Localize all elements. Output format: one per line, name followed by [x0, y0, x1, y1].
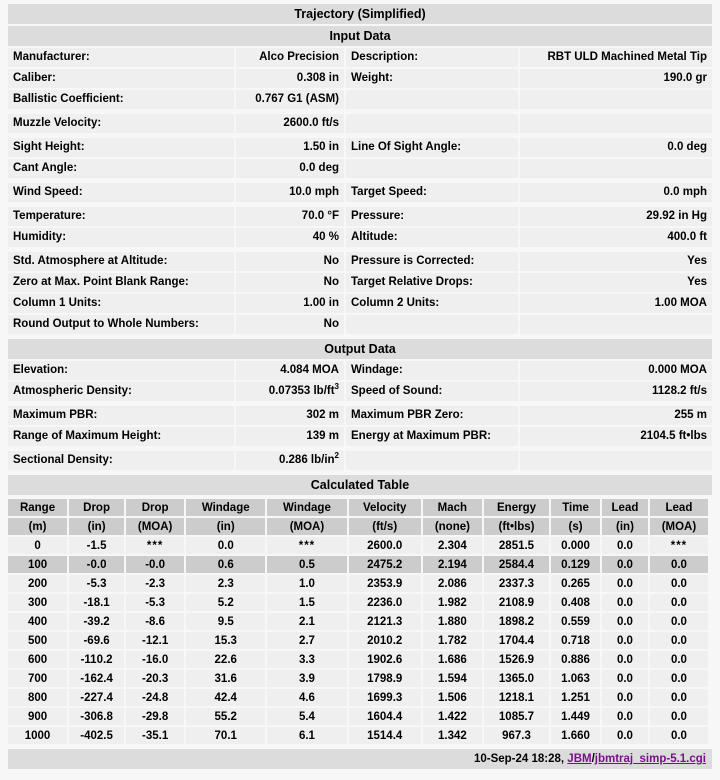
table-cell: 1.342 [423, 727, 482, 744]
table-cell: 0.0 [650, 708, 708, 725]
info-value: 0.286 $lb/in^2$ [236, 451, 344, 470]
column-header: Velocity [349, 499, 421, 516]
table-cell: 1.782 [423, 632, 482, 649]
info-row [8, 114, 712, 133]
table-cell: -306.8 [69, 708, 124, 725]
info-label: Std. Atmosphere at Altitude: [8, 252, 234, 271]
column-header: Energy [484, 499, 549, 516]
info-value: 0.308 in [236, 69, 344, 88]
table-cell: 4.6 [267, 689, 346, 706]
table-cell: 0.559 [551, 613, 600, 630]
table-cell: 0.0 [602, 651, 648, 668]
table-row [8, 537, 708, 554]
table-cell: 1526.9 [484, 651, 549, 668]
info-label-secondary: Description: [346, 48, 518, 67]
info-label: Zero at Max. Point Blank Range: [8, 273, 234, 292]
table-cell: 0.0 [602, 632, 648, 649]
info-row [8, 273, 712, 292]
info-label: Manufacturer: [8, 48, 234, 67]
table-cell: 0.0 [602, 556, 648, 573]
info-row [8, 207, 712, 226]
table-cell: 1.251 [551, 689, 600, 706]
info-label-secondary [346, 315, 518, 334]
info-label: Column 1 Units: [8, 294, 234, 313]
info-value-secondary: 29.92 in Hg [520, 207, 712, 226]
info-label: Round Output to Whole Numbers: [8, 315, 234, 334]
column-header: Drop [69, 499, 124, 516]
table-cell: 2.3 [186, 575, 265, 592]
table-cell: -12.1 [126, 632, 184, 649]
table-cell: 2010.2 [349, 632, 421, 649]
table-cell: -8.6 [126, 613, 184, 630]
info-value: 70.0 °F [236, 207, 344, 226]
table-cell: 1.594 [423, 670, 482, 687]
info-value-secondary [520, 451, 712, 470]
footer-timestamp: 10-Sep-24 18:28, [473, 753, 565, 765]
column-header: Windage [267, 499, 346, 516]
info-value-secondary: 0.000 MOA [520, 361, 712, 380]
column-header: (ft/s) [349, 518, 421, 535]
info-value: 139 m [236, 427, 344, 446]
table-cell: 0.265 [551, 575, 600, 592]
table-cell: 0.129 [551, 556, 600, 573]
table-cell: 0.0 [650, 727, 708, 744]
info-label-secondary: Column 2 Units: [346, 294, 518, 313]
table-cell: 0.0 [650, 689, 708, 706]
table-cell: 2600.0 [349, 537, 421, 554]
column-header: Range [8, 499, 67, 516]
info-value: 4.084 MOA [236, 361, 344, 380]
table-cell: 2584.4 [484, 556, 549, 573]
table-cell: -24.8 [126, 689, 184, 706]
info-label-secondary: Pressure is Corrected: [346, 252, 518, 271]
info-label-secondary [346, 90, 518, 109]
table-cell: 1085.7 [484, 708, 549, 725]
info-label-secondary [346, 159, 518, 178]
table-cell: 1.422 [423, 708, 482, 725]
footer [8, 749, 712, 769]
info-value-secondary [520, 114, 712, 133]
table-cell: 1.063 [551, 670, 600, 687]
column-header: (in) [186, 518, 265, 535]
info-label: Sectional Density: [8, 451, 234, 470]
table-cell: 2108.9 [484, 594, 549, 611]
info-label-secondary: Altitude: [346, 228, 518, 247]
table-cell: 5.2 [186, 594, 265, 611]
column-header: (none) [423, 518, 482, 535]
table-row [8, 708, 708, 725]
table-cell: 1514.4 [349, 727, 421, 744]
table-cell: 1.0 [267, 575, 346, 592]
table-cell: 0.5 [267, 556, 346, 573]
info-value-secondary [520, 315, 712, 334]
table-cell: 2.304 [423, 537, 482, 554]
table-cell: -0.0 [69, 556, 124, 573]
table-cell: 0.0 [602, 689, 648, 706]
table-cell: 0.408 [551, 594, 600, 611]
table-cell: 0.0 [650, 594, 708, 611]
table-cell: 2236.0 [349, 594, 421, 611]
info-label-secondary: Line Of Sight Angle: [346, 138, 518, 157]
info-label-secondary: Energy at Maximum PBR: [346, 427, 518, 446]
table-cell: 0.0 [602, 613, 648, 630]
table-cell: 1699.3 [349, 689, 421, 706]
info-value: No [236, 315, 344, 334]
info-value: 0.0 deg [236, 159, 344, 178]
table-cell: 2337.3 [484, 575, 549, 592]
column-header: (m) [8, 518, 67, 535]
info-label-secondary: Weight: [346, 69, 518, 88]
table-row [8, 651, 708, 668]
column-header: (in) [602, 518, 648, 535]
table-cell: 0.718 [551, 632, 600, 649]
info-value: 2600.0 ft/s [236, 114, 344, 133]
info-label-secondary: Target Speed: [346, 183, 518, 202]
table-cell: 70.1 [186, 727, 265, 744]
table-cell: -18.1 [69, 594, 124, 611]
table-cell: 1000 [8, 727, 67, 744]
info-value: 1.00 in [236, 294, 344, 313]
jbm-script-link[interactable]: jbmtraj_simp-5.1.cgi [594, 753, 706, 765]
info-label-secondary [346, 114, 518, 133]
info-label-secondary [346, 451, 518, 470]
table-cell: 5.4 [267, 708, 346, 725]
footer-separator: / [591, 753, 595, 765]
column-header: Time [551, 499, 600, 516]
table-cell: 1.660 [551, 727, 600, 744]
table-cell: 1.449 [551, 708, 600, 725]
table-cell: 1218.1 [484, 689, 549, 706]
table-cell: 967.3 [484, 727, 549, 744]
info-row [8, 183, 712, 202]
table-cell: 0.0 [650, 670, 708, 687]
table-cell: 2.7 [267, 632, 346, 649]
info-value-secondary: 0.0 deg [520, 138, 712, 157]
table-cell: 600 [8, 651, 67, 668]
table-cell: 9.5 [186, 613, 265, 630]
table-cell: 100 [8, 556, 67, 573]
info-label: Range of Maximum Height: [8, 427, 234, 446]
table-cell: 800 [8, 689, 67, 706]
output-data-rows [8, 361, 712, 470]
table-cell: 0.0 [650, 632, 708, 649]
table-cell: 1.686 [423, 651, 482, 668]
table-cell: 0.0 [650, 651, 708, 668]
table-cell: -402.5 [69, 727, 124, 744]
info-value: Alco Precision [236, 48, 344, 67]
info-row [8, 228, 712, 247]
column-header: (MOA) [126, 518, 184, 535]
table-cell: *** [267, 537, 346, 554]
info-row [8, 406, 712, 425]
info-value-secondary: 1128.2 ft/s [520, 382, 712, 401]
table-cell: 15.3 [186, 632, 265, 649]
table-cell: 0.0 [650, 556, 708, 573]
table-cell: 31.6 [186, 670, 265, 687]
table-cell: 2.194 [423, 556, 482, 573]
info-row [8, 90, 712, 109]
info-value-secondary [520, 159, 712, 178]
info-row [8, 48, 712, 67]
table-cell: -0.0 [126, 556, 184, 573]
calculated-table [6, 497, 710, 746]
table-cell: -2.3 [126, 575, 184, 592]
info-label: Elevation: [8, 361, 234, 380]
table-cell: -227.4 [69, 689, 124, 706]
info-label: Atmospheric Density: [8, 382, 234, 401]
table-cell: 0.0 [186, 537, 265, 554]
table-row [8, 670, 708, 687]
table-row [8, 727, 708, 744]
info-value-secondary: 2104.5 ft•lbs [520, 427, 712, 446]
info-value: 40 % [236, 228, 344, 247]
table-header-row [8, 518, 708, 535]
column-header: (ft•lbs) [484, 518, 549, 535]
info-row [8, 159, 712, 178]
info-value: No [236, 273, 344, 292]
table-cell: 6.1 [267, 727, 346, 744]
info-label-secondary: Speed of Sound: [346, 382, 518, 401]
info-value: 302 m [236, 406, 344, 425]
info-row [8, 252, 712, 271]
table-cell: 700 [8, 670, 67, 687]
column-header: Mach [423, 499, 482, 516]
calculated-table-title: Calculated Table [8, 475, 712, 495]
table-cell: 1.880 [423, 613, 482, 630]
table-cell: 300 [8, 594, 67, 611]
table-cell: 500 [8, 632, 67, 649]
table-cell: 2.1 [267, 613, 346, 630]
table-cell: 1798.9 [349, 670, 421, 687]
info-row [8, 294, 712, 313]
column-header: Lead [602, 499, 648, 516]
info-value: No [236, 252, 344, 271]
table-cell: 1.506 [423, 689, 482, 706]
info-row [8, 451, 712, 470]
column-header: (in) [69, 518, 124, 535]
table-cell: 1902.6 [349, 651, 421, 668]
info-row [8, 69, 712, 88]
table-cell: 55.2 [186, 708, 265, 725]
table-cell: *** [650, 537, 708, 554]
table-cell: 0.0 [602, 537, 648, 554]
table-cell: 0.0 [602, 594, 648, 611]
table-cell: 1.5 [267, 594, 346, 611]
info-label-secondary: Windage: [346, 361, 518, 380]
info-label: Maximum PBR: [8, 406, 234, 425]
info-value-secondary: 1.00 MOA [520, 294, 712, 313]
table-cell: 0.0 [602, 727, 648, 744]
table-cell: 0.0 [602, 670, 648, 687]
table-cell: -16.0 [126, 651, 184, 668]
info-value-secondary: 400.0 ft [520, 228, 712, 247]
info-value-secondary: Yes [520, 252, 712, 271]
table-cell: 1704.4 [484, 632, 549, 649]
info-label: Humidity: [8, 228, 234, 247]
info-label: Ballistic Coefficient: [8, 90, 234, 109]
table-cell: 3.9 [267, 670, 346, 687]
table-cell: 2851.5 [484, 537, 549, 554]
table-cell: 2.086 [423, 575, 482, 592]
info-value-secondary: Yes [520, 273, 712, 292]
table-cell: -110.2 [69, 651, 124, 668]
table-cell: 0.6 [186, 556, 265, 573]
info-value: 0.07353 $lb/ft^3$ [236, 382, 344, 401]
output-data-section-title: Output Data [8, 339, 712, 359]
info-label: Muzzle Velocity: [8, 114, 234, 133]
table-cell: -162.4 [69, 670, 124, 687]
column-header: (MOA) [650, 518, 708, 535]
table-cell: 1365.0 [484, 670, 549, 687]
input-data-section-title: Input Data [8, 26, 712, 46]
table-cell: 2121.3 [349, 613, 421, 630]
info-row [8, 361, 712, 380]
table-cell: -5.3 [126, 594, 184, 611]
info-row [8, 382, 712, 401]
column-header: (s) [551, 518, 600, 535]
column-header: Drop [126, 499, 184, 516]
table-cell: -29.8 [126, 708, 184, 725]
info-row [8, 315, 712, 334]
table-cell: 0.0 [650, 613, 708, 630]
table-cell: -69.6 [69, 632, 124, 649]
info-label-secondary: Maximum PBR Zero: [346, 406, 518, 425]
table-cell: 0.0 [602, 708, 648, 725]
page-title: Trajectory (Simplified) [8, 4, 712, 24]
table-cell: -39.2 [69, 613, 124, 630]
table-cell: 200 [8, 575, 67, 592]
info-label: Caliber: [8, 69, 234, 88]
jbm-site-link[interactable]: JBM [567, 753, 592, 765]
column-header: (MOA) [267, 518, 346, 535]
table-cell: 2353.9 [349, 575, 421, 592]
table-header-row [8, 499, 708, 516]
table-row [8, 632, 708, 649]
info-value-secondary: RBT ULD Machined Metal Tip [520, 48, 712, 67]
table-cell: *** [126, 537, 184, 554]
table-row [8, 556, 708, 573]
info-label: Temperature: [8, 207, 234, 226]
info-value: 10.0 mph [236, 183, 344, 202]
info-label: Cant Angle: [8, 159, 234, 178]
table-cell: 0.0 [602, 575, 648, 592]
info-value-secondary: 255 m [520, 406, 712, 425]
input-data-rows [8, 48, 712, 334]
info-row [8, 427, 712, 446]
table-cell: 900 [8, 708, 67, 725]
info-label: Sight Height: [8, 138, 234, 157]
table-cell: 0.000 [551, 537, 600, 554]
info-row [8, 138, 712, 157]
info-value-secondary: 0.0 mph [520, 183, 712, 202]
table-cell: 1898.2 [484, 613, 549, 630]
table-cell: 2475.2 [349, 556, 421, 573]
table-cell: 1.982 [423, 594, 482, 611]
table-cell: 22.6 [186, 651, 265, 668]
table-cell: 3.3 [267, 651, 346, 668]
info-value: 1.50 in [236, 138, 344, 157]
table-cell: 42.4 [186, 689, 265, 706]
info-value: 0.767 G1 (ASM) [236, 90, 344, 109]
table-cell: -5.3 [69, 575, 124, 592]
table-cell: -20.3 [126, 670, 184, 687]
column-header: Windage [186, 499, 265, 516]
table-cell: 0.0 [650, 575, 708, 592]
info-label-secondary: Target Relative Drops: [346, 273, 518, 292]
table-cell: -35.1 [126, 727, 184, 744]
table-cell: 0.886 [551, 651, 600, 668]
info-value-secondary: 190.0 gr [520, 69, 712, 88]
table-row [8, 613, 708, 630]
table-cell: 1604.4 [349, 708, 421, 725]
table-cell: -1.5 [69, 537, 124, 554]
table-cell: 400 [8, 613, 67, 630]
table-cell: 0 [8, 537, 67, 554]
info-label: Wind Speed: [8, 183, 234, 202]
column-header: Lead [650, 499, 708, 516]
table-row [8, 575, 708, 592]
table-row [8, 689, 708, 706]
info-value-secondary [520, 90, 712, 109]
table-row [8, 594, 708, 611]
info-label-secondary: Pressure: [346, 207, 518, 226]
